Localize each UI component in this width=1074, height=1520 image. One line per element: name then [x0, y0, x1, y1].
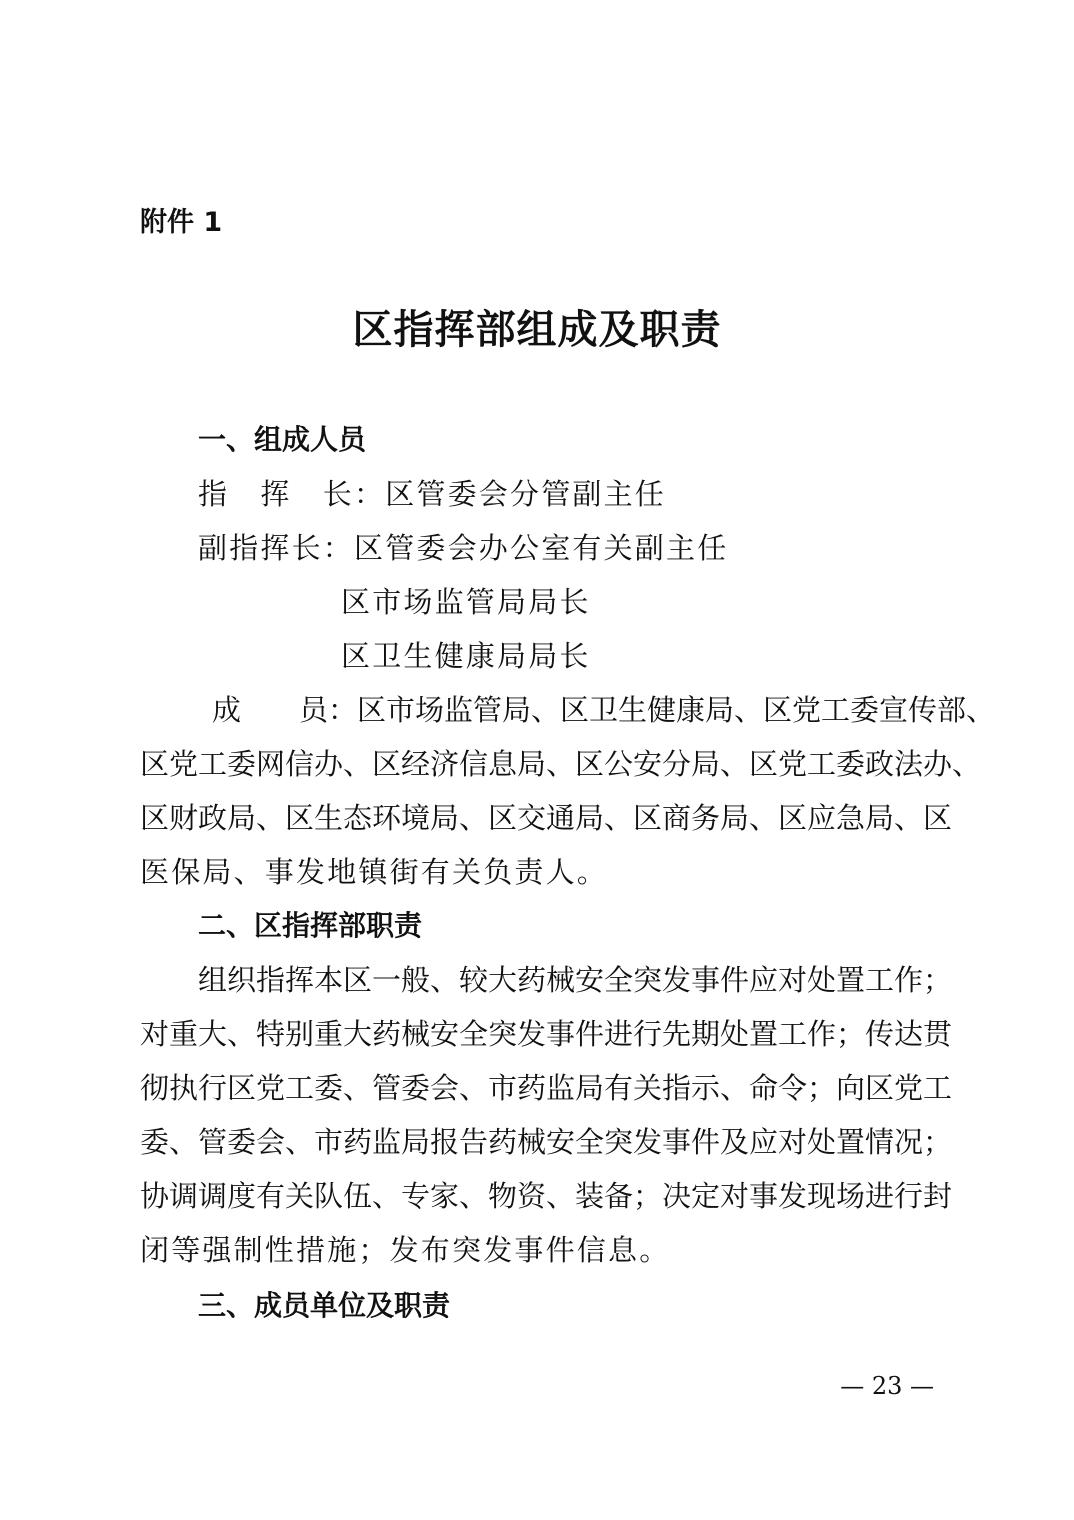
deputy-line-3: 区卫生健康局局长 [341, 639, 591, 673]
section-heading-3: 三、成员单位及职责 [198, 1289, 451, 1322]
deputy-line-1: 副指挥长：区管委会办公室有关副主任 [198, 531, 729, 565]
duties-line-4: 委、管委会、市药监局报告药械安全突发事件及应对处置情况； [140, 1125, 953, 1159]
page-title: 区指挥部组成及职责 [352, 306, 722, 353]
members-line-3: 区财政局、区生态环境局、区交通局、区商务局、区应急局、区 [140, 801, 953, 835]
members-line-4: 医保局、事发地镇街有关负责人。 [140, 855, 609, 889]
deputy-line-2: 区市场监管局局长 [341, 585, 591, 619]
duties-line-5: 协调调度有关队伍、专家、物资、装备；决定对事发现场进行封 [140, 1179, 953, 1213]
commander-line: 指 挥 长：区管委会分管副主任 [198, 477, 667, 511]
attachment-label: 附件 1 [140, 207, 223, 238]
members-line-2: 区党工委网信办、区经济信息局、区公安分局、区党工委政法办、 [140, 747, 982, 781]
section-heading-1: 一、组成人员 [198, 423, 367, 456]
duties-line-3: 彻执行区党工委、管委会、市药监局有关指示、命令；向区党工 [140, 1071, 953, 1105]
duties-line-1: 组织指挥本区一般、较大药械安全突发事件应对处置工作； [198, 963, 953, 997]
page-number: — 23 — [840, 1372, 934, 1400]
duties-line-2: 对重大、特别重大药械安全突发事件进行先期处置工作；传达贯 [140, 1017, 953, 1051]
members-line-1: 成 员：区市场监管局、区卫生健康局、区党工委宣传部、 [212, 693, 996, 727]
section-heading-2: 二、区指挥部职责 [198, 909, 423, 942]
duties-line-6: 闭等强制性措施；发布突发事件信息。 [140, 1233, 671, 1267]
